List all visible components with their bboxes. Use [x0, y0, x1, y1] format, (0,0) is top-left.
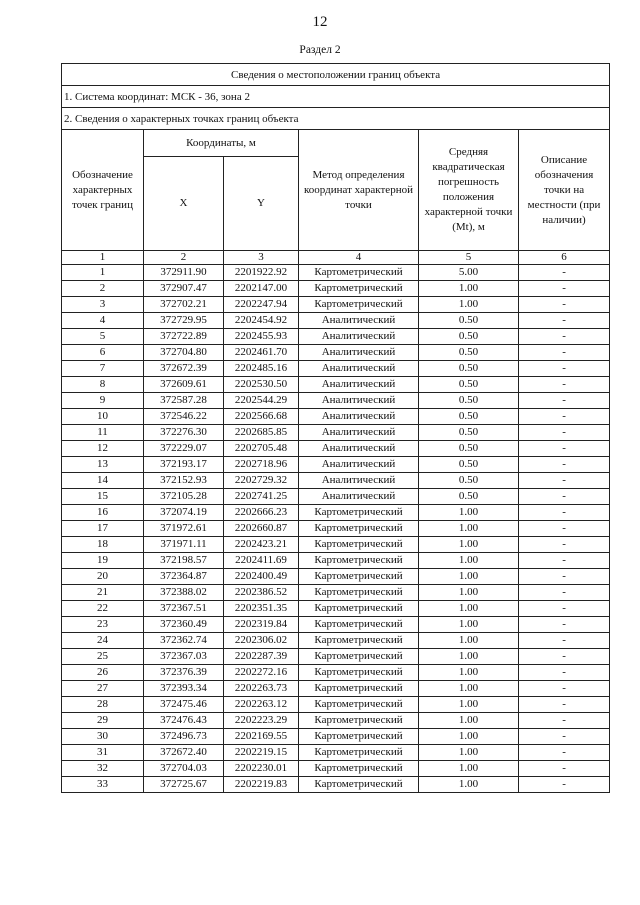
cell-y: 2202544.29 — [224, 393, 299, 409]
cell-accuracy: 0.50 — [419, 393, 519, 409]
cell-method: Картометрический — [299, 265, 419, 281]
cell-point: 10 — [62, 409, 144, 425]
cell-x: 372393.34 — [144, 681, 224, 697]
cell-description: - — [519, 425, 610, 441]
cell-x: 371972.61 — [144, 521, 224, 537]
cell-x: 372074.19 — [144, 505, 224, 521]
cell-point: 9 — [62, 393, 144, 409]
cell-method: Картометрический — [299, 569, 419, 585]
cell-point: 30 — [62, 729, 144, 745]
cell-y: 2202660.87 — [224, 521, 299, 537]
cell-point: 1 — [62, 265, 144, 281]
cell-accuracy: 1.00 — [419, 281, 519, 297]
cell-accuracy: 1.00 — [419, 745, 519, 761]
table-row — [62, 377, 610, 393]
cell-point: 24 — [62, 633, 144, 649]
cell-x: 371971.11 — [144, 537, 224, 553]
table-row — [62, 761, 610, 777]
cell-method: Картометрический — [299, 665, 419, 681]
column-number: 4 — [299, 251, 419, 265]
cell-y: 2202263.73 — [224, 681, 299, 697]
cell-accuracy: 1.00 — [419, 297, 519, 313]
cell-x: 372911.90 — [144, 265, 224, 281]
header-x: X — [144, 157, 224, 251]
cell-x: 372475.46 — [144, 697, 224, 713]
cell-accuracy: 0.50 — [419, 473, 519, 489]
cell-method: Картометрический — [299, 617, 419, 633]
cell-accuracy: 1.00 — [419, 633, 519, 649]
cell-description: - — [519, 297, 610, 313]
coordinate-system: 1. Система координат: МСК - 36, зона 2 — [62, 86, 610, 108]
cell-point: 8 — [62, 377, 144, 393]
cell-point: 20 — [62, 569, 144, 585]
cell-description: - — [519, 393, 610, 409]
table-row — [62, 601, 610, 617]
cell-method: Аналитический — [299, 345, 419, 361]
section-label: Раздел 2 — [299, 44, 341, 56]
table-title-row — [62, 64, 610, 86]
table-row — [62, 345, 610, 361]
cell-x: 372364.87 — [144, 569, 224, 585]
cell-y: 2202685.85 — [224, 425, 299, 441]
cell-description: - — [519, 569, 610, 585]
cell-description: - — [519, 473, 610, 489]
table-row — [62, 713, 610, 729]
cell-accuracy: 1.00 — [419, 697, 519, 713]
cell-y: 2202351.35 — [224, 601, 299, 617]
cell-description: - — [519, 537, 610, 553]
cell-y: 2202666.23 — [224, 505, 299, 521]
cell-x: 372193.17 — [144, 457, 224, 473]
cell-x: 372276.30 — [144, 425, 224, 441]
cell-accuracy: 1.00 — [419, 505, 519, 521]
cell-description: - — [519, 489, 610, 505]
cell-y: 2202223.29 — [224, 713, 299, 729]
cell-description: - — [519, 329, 610, 345]
cell-accuracy: 5.00 — [419, 265, 519, 281]
table-row — [62, 457, 610, 473]
cell-accuracy: 1.00 — [419, 665, 519, 681]
table-row — [62, 633, 610, 649]
points-heading-row — [62, 108, 610, 130]
cell-point: 31 — [62, 745, 144, 761]
cell-point: 7 — [62, 361, 144, 377]
cell-method: Картометрический — [299, 585, 419, 601]
table-row — [62, 665, 610, 681]
cell-accuracy: 0.50 — [419, 361, 519, 377]
cell-method: Картометрический — [299, 553, 419, 569]
cell-point: 21 — [62, 585, 144, 601]
cell-y: 2202400.49 — [224, 569, 299, 585]
cell-accuracy: 0.50 — [419, 329, 519, 345]
cell-accuracy: 0.50 — [419, 313, 519, 329]
cell-description: - — [519, 713, 610, 729]
cell-x: 372476.43 — [144, 713, 224, 729]
cell-point: 28 — [62, 697, 144, 713]
cell-method: Картометрический — [299, 281, 419, 297]
cell-x: 372198.57 — [144, 553, 224, 569]
header-description: Описание обозначения точки на местности (при наличии) — [519, 130, 610, 251]
column-number: 6 — [519, 251, 610, 265]
cell-accuracy: 1.00 — [419, 601, 519, 617]
table-row — [62, 281, 610, 297]
table-row — [62, 617, 610, 633]
cell-description: - — [519, 761, 610, 777]
cell-method: Картометрический — [299, 633, 419, 649]
boundary-points-table — [61, 63, 610, 793]
cell-accuracy: 1.00 — [419, 569, 519, 585]
cell-point: 29 — [62, 713, 144, 729]
cell-description: - — [519, 617, 610, 633]
cell-description: - — [519, 345, 610, 361]
cell-y: 2202530.50 — [224, 377, 299, 393]
cell-x: 372704.80 — [144, 345, 224, 361]
cell-point: 4 — [62, 313, 144, 329]
cell-accuracy: 0.50 — [419, 441, 519, 457]
cell-point: 26 — [62, 665, 144, 681]
cell-accuracy: 1.00 — [419, 713, 519, 729]
cell-x: 372722.89 — [144, 329, 224, 345]
cell-point: 19 — [62, 553, 144, 569]
cell-point: 18 — [62, 537, 144, 553]
table-row — [62, 649, 610, 665]
table-row — [62, 505, 610, 521]
column-number: 1 — [62, 251, 144, 265]
cell-y: 2202169.55 — [224, 729, 299, 745]
header-point: Обозначение характерных точек границ — [62, 130, 144, 251]
table-row — [62, 745, 610, 761]
cell-accuracy: 1.00 — [419, 617, 519, 633]
cell-point: 17 — [62, 521, 144, 537]
cell-accuracy: 0.50 — [419, 425, 519, 441]
cell-x: 372388.02 — [144, 585, 224, 601]
cell-accuracy: 1.00 — [419, 761, 519, 777]
table-row — [62, 473, 610, 489]
cell-description: - — [519, 649, 610, 665]
cell-x: 372367.51 — [144, 601, 224, 617]
cell-description: - — [519, 313, 610, 329]
cell-method: Аналитический — [299, 473, 419, 489]
cell-method: Картометрический — [299, 745, 419, 761]
cell-accuracy: 1.00 — [419, 585, 519, 601]
cell-description: - — [519, 441, 610, 457]
cell-point: 2 — [62, 281, 144, 297]
cell-y: 2202485.16 — [224, 361, 299, 377]
cell-method: Картометрический — [299, 505, 419, 521]
cell-method: Картометрический — [299, 713, 419, 729]
cell-method: Аналитический — [299, 409, 419, 425]
cell-x: 372587.28 — [144, 393, 224, 409]
cell-description: - — [519, 633, 610, 649]
cell-accuracy: 1.00 — [419, 649, 519, 665]
cell-description: - — [519, 585, 610, 601]
cell-y: 2202319.84 — [224, 617, 299, 633]
cell-x: 372362.74 — [144, 633, 224, 649]
cell-description: - — [519, 505, 610, 521]
cell-description: - — [519, 745, 610, 761]
cell-y: 2201922.92 — [224, 265, 299, 281]
header-row-1 — [62, 130, 610, 157]
cell-description: - — [519, 409, 610, 425]
cell-point: 6 — [62, 345, 144, 361]
cell-method: Картометрический — [299, 649, 419, 665]
cell-point: 33 — [62, 777, 144, 793]
cell-description: - — [519, 601, 610, 617]
cell-y: 2202147.00 — [224, 281, 299, 297]
cell-x: 372496.73 — [144, 729, 224, 745]
cell-description: - — [519, 777, 610, 793]
header-y: Y — [224, 157, 299, 251]
header-coordinates: Координаты, м — [144, 130, 299, 157]
cell-x: 372704.03 — [144, 761, 224, 777]
cell-method: Аналитический — [299, 393, 419, 409]
table-row — [62, 329, 610, 345]
header-accuracy: Средняя квадратическая погрешность положения характерной точки (Mt), м — [419, 130, 519, 251]
cell-x: 372672.39 — [144, 361, 224, 377]
cell-y: 2202306.02 — [224, 633, 299, 649]
cell-accuracy: 1.00 — [419, 729, 519, 745]
cell-method: Аналитический — [299, 457, 419, 473]
header-method: Метод определения координат характерной точки — [299, 130, 419, 251]
cell-method: Картометрический — [299, 761, 419, 777]
table-row — [62, 393, 610, 409]
cell-method: Картометрический — [299, 681, 419, 697]
table-row — [62, 697, 610, 713]
cell-x: 372229.07 — [144, 441, 224, 457]
column-number: 5 — [419, 251, 519, 265]
cell-y: 2202454.92 — [224, 313, 299, 329]
cell-point: 32 — [62, 761, 144, 777]
cell-x: 372105.28 — [144, 489, 224, 505]
cell-method: Картометрический — [299, 729, 419, 745]
cell-point: 22 — [62, 601, 144, 617]
cell-y: 2202461.70 — [224, 345, 299, 361]
cell-y: 2202219.15 — [224, 745, 299, 761]
cell-accuracy: 0.50 — [419, 377, 519, 393]
cell-description: - — [519, 281, 610, 297]
cell-accuracy: 1.00 — [419, 537, 519, 553]
cell-point: 25 — [62, 649, 144, 665]
table-row — [62, 681, 610, 697]
cell-point: 16 — [62, 505, 144, 521]
cell-accuracy: 1.00 — [419, 521, 519, 537]
cell-accuracy: 1.00 — [419, 681, 519, 697]
page-number: 12 — [312, 14, 328, 30]
cell-x: 372609.61 — [144, 377, 224, 393]
cell-y: 2202411.69 — [224, 553, 299, 569]
table-row — [62, 553, 610, 569]
table-row — [62, 729, 610, 745]
cell-method: Картометрический — [299, 601, 419, 617]
cell-accuracy: 0.50 — [419, 457, 519, 473]
cell-point: 5 — [62, 329, 144, 345]
cell-y: 2202247.94 — [224, 297, 299, 313]
cell-y: 2202386.52 — [224, 585, 299, 601]
table-row — [62, 585, 610, 601]
table-row — [62, 297, 610, 313]
table-row — [62, 537, 610, 553]
cell-accuracy: 0.50 — [419, 409, 519, 425]
cell-y: 2202272.16 — [224, 665, 299, 681]
cell-y: 2202287.39 — [224, 649, 299, 665]
cell-method: Аналитический — [299, 425, 419, 441]
table-row — [62, 441, 610, 457]
table-row — [62, 521, 610, 537]
table-row — [62, 409, 610, 425]
cell-x: 372907.47 — [144, 281, 224, 297]
cell-description: - — [519, 681, 610, 697]
cell-x: 372672.40 — [144, 745, 224, 761]
cell-x: 372367.03 — [144, 649, 224, 665]
cell-description: - — [519, 265, 610, 281]
table-row — [62, 265, 610, 281]
column-number: 2 — [144, 251, 224, 265]
cell-y: 2202705.48 — [224, 441, 299, 457]
cell-y: 2202423.21 — [224, 537, 299, 553]
cell-point: 14 — [62, 473, 144, 489]
cell-y: 2202263.12 — [224, 697, 299, 713]
cell-method: Аналитический — [299, 313, 419, 329]
cell-description: - — [519, 553, 610, 569]
table-row — [62, 777, 610, 793]
cell-method: Картометрический — [299, 777, 419, 793]
points-heading: 2. Сведения о характерных точках границ объекта — [62, 108, 610, 130]
cell-point: 27 — [62, 681, 144, 697]
cell-y: 2202566.68 — [224, 409, 299, 425]
cell-x: 372360.49 — [144, 617, 224, 633]
cell-y: 2202219.83 — [224, 777, 299, 793]
cell-method: Картометрический — [299, 697, 419, 713]
cell-description: - — [519, 361, 610, 377]
cell-point: 13 — [62, 457, 144, 473]
cell-accuracy: 0.50 — [419, 345, 519, 361]
table-row — [62, 489, 610, 505]
table-row — [62, 361, 610, 377]
cell-method: Аналитический — [299, 361, 419, 377]
cell-x: 372376.39 — [144, 665, 224, 681]
cell-description: - — [519, 457, 610, 473]
cell-accuracy: 1.00 — [419, 777, 519, 793]
table-row — [62, 313, 610, 329]
cell-x: 372729.95 — [144, 313, 224, 329]
cell-description: - — [519, 665, 610, 681]
cell-x: 372702.21 — [144, 297, 224, 313]
coordinate-system-row — [62, 86, 610, 108]
cell-point: 3 — [62, 297, 144, 313]
cell-description: - — [519, 697, 610, 713]
cell-description: - — [519, 377, 610, 393]
table-row — [62, 425, 610, 441]
cell-method: Картометрический — [299, 537, 419, 553]
cell-method: Аналитический — [299, 329, 419, 345]
cell-method: Картометрический — [299, 297, 419, 313]
cell-y: 2202729.32 — [224, 473, 299, 489]
table-row — [62, 569, 610, 585]
cell-description: - — [519, 521, 610, 537]
cell-point: 15 — [62, 489, 144, 505]
cell-accuracy: 0.50 — [419, 489, 519, 505]
cell-description: - — [519, 729, 610, 745]
cell-accuracy: 1.00 — [419, 553, 519, 569]
cell-y: 2202230.01 — [224, 761, 299, 777]
column-number-row — [62, 251, 610, 265]
cell-point: 11 — [62, 425, 144, 441]
cell-y: 2202455.93 — [224, 329, 299, 345]
cell-x: 372546.22 — [144, 409, 224, 425]
cell-method: Аналитический — [299, 377, 419, 393]
cell-point: 23 — [62, 617, 144, 633]
cell-method: Аналитический — [299, 441, 419, 457]
cell-y: 2202741.25 — [224, 489, 299, 505]
cell-point: 12 — [62, 441, 144, 457]
cell-x: 372152.93 — [144, 473, 224, 489]
table-title: Сведения о местоположении границ объекта — [62, 64, 610, 86]
cell-method: Картометрический — [299, 521, 419, 537]
column-number: 3 — [224, 251, 299, 265]
cell-y: 2202718.96 — [224, 457, 299, 473]
cell-x: 372725.67 — [144, 777, 224, 793]
cell-method: Аналитический — [299, 489, 419, 505]
